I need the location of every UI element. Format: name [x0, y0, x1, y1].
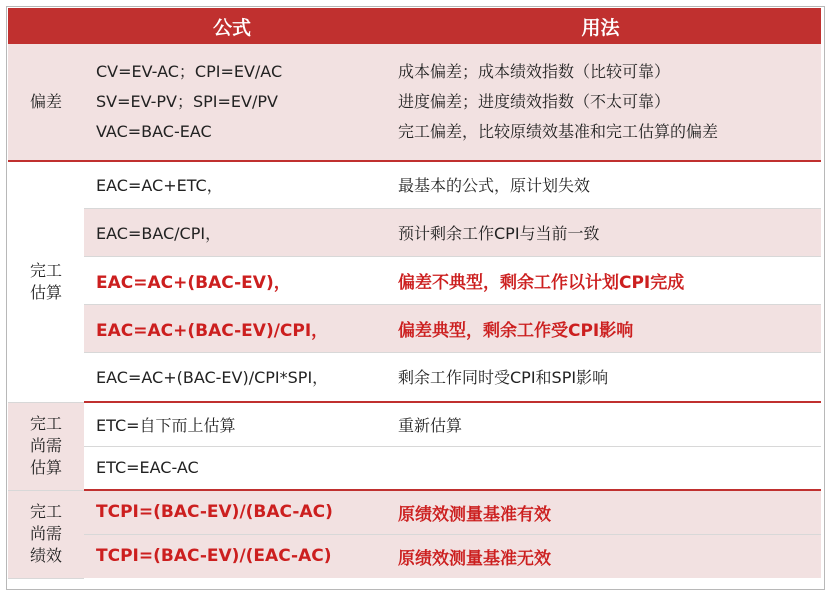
table-header-row: [8, 8, 821, 44]
formula-cell: ETC=自下而上估算: [84, 402, 380, 446]
formula-text: SV=EV-PV；SPI=EV/PV: [96, 92, 278, 111]
usage-text: 成本偏差；成本绩效指数（比较可靠）: [398, 62, 671, 81]
evm-formula-table: [8, 8, 821, 579]
table-row: [8, 208, 821, 256]
usage-cell-highlight: 原绩效测量基准有效: [380, 490, 821, 534]
usage-header: 用法: [380, 8, 821, 44]
table-row: [8, 304, 821, 352]
formula-text: VAC=BAC-EAC: [96, 122, 212, 141]
table-row: [8, 446, 821, 490]
formula-text: CV=EV-AC；CPI=EV/AC: [96, 62, 283, 81]
formula-cell: ETC=EAC-AC: [84, 446, 380, 490]
formula-cell: EAC=AC+(BAC-EV)/CPI*SPI，: [84, 352, 380, 402]
usage-cell: 预计剩余工作CPI与当前一致: [380, 208, 821, 256]
group-header-cell: [8, 8, 84, 44]
table-row: [8, 402, 821, 446]
usage-cell-highlight: 原绩效测量基准无效: [380, 534, 821, 578]
usage-text: 进度偏差；进度绩效指数（不太可靠）: [398, 92, 671, 111]
formula-cell-highlight: EAC=AC+(BAC-EV)，: [84, 256, 380, 304]
table-row: [8, 534, 821, 578]
formula-header: 公式: [84, 8, 380, 44]
formula-cell: [84, 44, 380, 161]
group-label-eac: 完工 估算: [8, 161, 84, 402]
usage-cell-highlight: 偏差典型，剩余工作受CPI影响: [380, 304, 821, 352]
table-row: [8, 490, 821, 534]
usage-text: 完工偏差，比较原绩效基准和完工估算的偏差: [398, 122, 719, 141]
usage-cell-highlight: 偏差不典型，剩余工作以计划CPI完成: [380, 256, 821, 304]
group-label-etc: 完工 尚需 估算: [8, 402, 84, 490]
usage-cell: 重新估算: [380, 402, 821, 446]
formula-cell-highlight: EAC=AC+(BAC-EV)/CPI，: [84, 304, 380, 352]
usage-cell: [380, 446, 821, 490]
group-label-tcpi: 完工 尚需 绩效: [8, 490, 84, 578]
usage-cell: 最基本的公式，原计划失效: [380, 161, 821, 208]
group-label-deviation: 偏差: [8, 44, 84, 161]
usage-cell: [380, 44, 821, 161]
formula-cell: EAC=BAC/CPI，: [84, 208, 380, 256]
formula-cell-highlight: TCPI=(BAC-EV)/(BAC-AC): [84, 490, 380, 534]
formula-cell-highlight: TCPI=(BAC-EV)/(EAC-AC): [84, 534, 380, 578]
usage-cell: 剩余工作同时受CPI和SPI影响: [380, 352, 821, 402]
table-row: [8, 256, 821, 304]
table-row: [8, 352, 821, 402]
group-deviation-row: [8, 44, 821, 161]
table-row: [8, 161, 821, 208]
formula-cell: EAC=AC+ETC，: [84, 161, 380, 208]
